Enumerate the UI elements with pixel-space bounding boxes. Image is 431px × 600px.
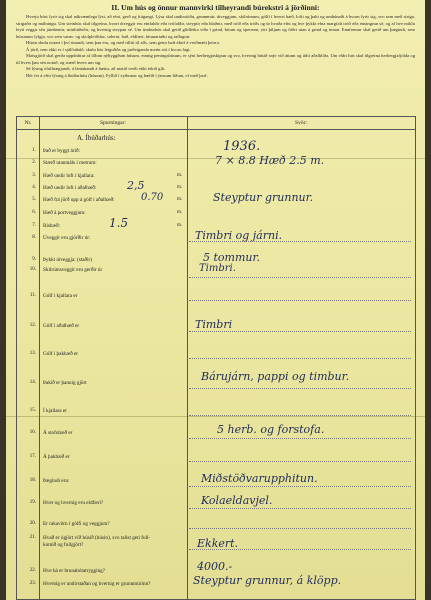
answer-line [189, 358, 411, 359]
question: Hve há er brunabótatrygging? [43, 568, 106, 574]
row-number: 18. [29, 478, 36, 483]
header-nr: Nr. [24, 120, 32, 126]
header-answers: Svör: [295, 120, 307, 126]
unit: m. [177, 185, 183, 190]
answer-extra: Steyptur grunnur. [213, 191, 314, 204]
row-number: 11. [29, 293, 36, 298]
unit: m. [177, 173, 183, 178]
answer: Timbri. [199, 263, 236, 274]
document-page [6, 0, 425, 600]
answer: 5 tommur. [203, 251, 261, 264]
question: Gólf í þakhæð er [43, 351, 79, 357]
answer: 1936. [223, 139, 261, 154]
question: Er rakavörn í gólfi og veggjum? [43, 521, 110, 527]
instruction-paragraph: Á jörð, sem ekki er í sjálfsábúð, skulu hús leiguliða og jarðeiganda metin sitt í hvoru lagi. [26, 46, 191, 52]
unit: m. [177, 210, 183, 215]
questionnaire-table [16, 116, 416, 600]
question: Stærð utanmáls í metrum: [43, 160, 97, 166]
column-divider [187, 117, 188, 599]
question: Á stofuhæð er [43, 430, 73, 436]
row-number: 23. [29, 581, 36, 586]
row-number: 13. [29, 351, 36, 356]
answer: 4000.- [197, 560, 233, 573]
unit: m. [177, 197, 183, 202]
question: Hæð undir loft í aðalhæð: [43, 185, 97, 191]
answer-line [189, 415, 411, 416]
row-number: 12. [29, 323, 36, 328]
row-number: 10. [29, 267, 36, 272]
answer: 1.5 [109, 216, 129, 230]
row-number: 22. [29, 568, 36, 573]
row-number: 21. [29, 535, 36, 540]
answer: Ekkert. [197, 537, 239, 550]
row-number: 5. [32, 197, 36, 202]
row-number: 3. [32, 173, 36, 178]
instruction-paragraph: Sé lýsing ófullnægjandi, á lántakandi á hættu, að matið verði ekki tekið gilt. [26, 66, 166, 71]
question: Þakið er þannig gjört [43, 380, 87, 386]
answer-line [189, 528, 411, 529]
answer: 2,5 [127, 179, 145, 192]
answer: Timbri og járni. [195, 229, 283, 242]
answer: 0.70 [141, 192, 164, 203]
instruction-paragraph: Matsgjörð skal gerða uppdráttur af öllum nýbyggðum húsum, einnig peningshúsum, er sýni herbergjaskipun og svo, hvernig húsið snýr við áttum og útlit aðalhliða. Um eldri hús skal tilgreina herbergjafjölda og til hvers þau séu notuð, og stærð hvers um sig. [16, 53, 415, 65]
row-number: 6. [32, 210, 36, 215]
question: Skilrúmsveggir eru gerðir úr [43, 267, 103, 273]
answer-line [189, 300, 411, 301]
instruction-paragraph: Húsin skulu notast í því ástandi, sem þau eru, og með tilliti til alls, sem getur haft áhrif á verðmæti þeirra. [26, 40, 220, 45]
question: Á þakhæð er [43, 454, 70, 460]
row-number: 8. [32, 235, 36, 240]
question: Úveggir eru gjörðir úr: [43, 235, 91, 241]
answer-line [189, 331, 411, 332]
row-number: 17. [29, 454, 36, 459]
answer-line [189, 486, 411, 487]
question: Hver og hvernig eru eldfæri? [43, 500, 104, 506]
question: Hæð undir loft í kjallara: [43, 173, 95, 179]
question: Risbæð: [43, 223, 61, 229]
row-number: 2. [32, 160, 36, 165]
answer-line [189, 549, 411, 550]
row-number: 19. [29, 500, 36, 505]
question-cont: komið og fullgjört? [43, 542, 84, 548]
answer-line [189, 438, 411, 439]
question: Hvað er ógjört við húsið (húsin), svo talist geti full- [43, 535, 151, 541]
row-number: 14. [29, 380, 36, 385]
column-divider [39, 117, 40, 599]
row-number: 7. [32, 223, 36, 228]
table-header [17, 117, 415, 130]
answer: 7 × 8.8 Hæð 2.5 m. [215, 154, 325, 167]
unit: m. [177, 223, 183, 228]
instruction-paragraph: Hér fer á eftir lýsing á íbúðarhúsi (húsum). Fyllið í eyðurnar og hæfið í ýmsum liðum, ef með þarf. [26, 72, 208, 78]
question: Það er byggt árið: [43, 148, 81, 154]
instructions [16, 14, 415, 79]
question: Þykkt útveggja: (staðir) [43, 257, 92, 263]
instruction-paragraph: Hverju húsi fyrir sig skal nákvæmlega lýst, að efni, gerð og frágangi. Lýsa skal undirstöðu, grunnmúr, útveggjum, skilrúmum, gólfi í hverri hæð, lofti og þaki og umbúnaði á hvorn fyrir sig, svo sem með striga, strigaðri og málningu. Um steinhús skal tilgreina, hvort útveggir eru einfaldir eða tvöfaldir, steyptir eða hlaðnir, með tróð eða tróðs og úr hvaða efni og hve þykkt efna margfalt tróð eða einangrun sé, og af hve miklu leyti veggir séu járnbentir, múrhúðaðir, og hvernig steypan sé. Um timburhús skal getið gildleika viða í grind, bitum og sperrum, ytri þiljum og fóðri utan á grind og innan. Ennfremur skal getið um þægindi, sem húsunum fylgja, svo sem vatns- og skolpleiðslur, salerni, bað, eldfæri, hitunartæki og raflagnir. [16, 14, 415, 39]
row-number: 9. [32, 257, 36, 262]
question: Þægindi eru: [43, 478, 70, 484]
answer-line [189, 241, 411, 242]
answer-line [189, 508, 411, 509]
answer: 5 herb. og forstofa. [217, 423, 325, 436]
answer-line [189, 388, 411, 389]
answer: Timbri [195, 318, 233, 331]
question: Gólf í aðalhæð er [43, 323, 80, 329]
row-number: 1. [32, 148, 36, 153]
answer-line [189, 461, 411, 462]
question: Í kjallara er [43, 408, 67, 414]
answer: Miðstöðvarupphitun. [201, 472, 318, 485]
row-number: 4. [32, 185, 36, 190]
section-heading: II. Um hús og önnur mannvirki tilheyrandi búrekstri á jörðinni: [111, 3, 320, 12]
question: Gólf í kjallara er [43, 293, 78, 299]
header-questions: Spurningar: [100, 120, 126, 126]
question: Hvernig er undirstaðan og hvernig er grunnmúrinn? [43, 581, 151, 587]
answer-line [189, 277, 411, 278]
row-number: 15. [29, 408, 36, 413]
answer: Bárujárn, pappi og timbur. [201, 370, 350, 383]
section-title: A. Íbúðarhús: [77, 134, 116, 142]
row-number: 20. [29, 521, 36, 526]
answer: Steyptur grunnur, á klöpp. [193, 574, 342, 587]
question: Hæð frá jörð upp á gólf í aðalhæð: [43, 197, 115, 203]
row-number: 16. [29, 430, 36, 435]
answer: Kolaeldavjel. [201, 494, 273, 507]
question: Hæð á portveggjum: [43, 210, 86, 216]
